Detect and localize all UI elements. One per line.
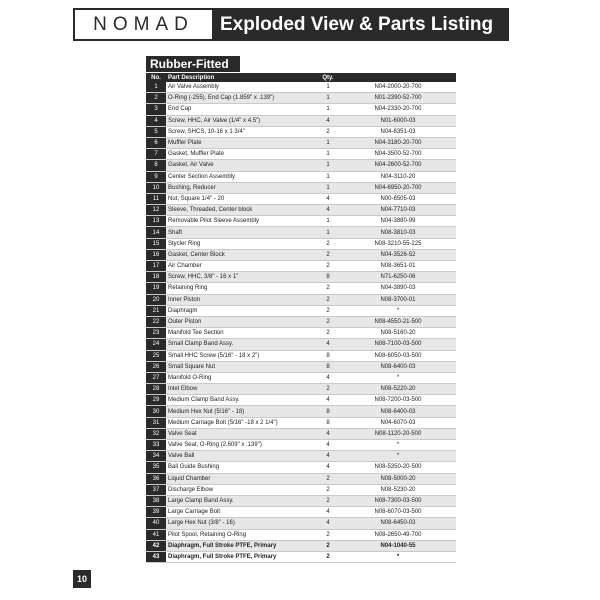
table-row	[146, 305, 456, 316]
page-title: Exploded View & Parts Listing	[212, 10, 507, 39]
part-number: N08-5220-20	[340, 384, 456, 395]
table-row	[146, 149, 456, 160]
part-number: N08-3210-55-225	[340, 238, 456, 249]
column-header-description: Part Description	[166, 73, 316, 82]
row-number: 33	[146, 440, 166, 451]
part-number: N04-3880-99	[340, 216, 456, 227]
part-number: N04-6950-20-700	[340, 182, 456, 193]
row-number: 14	[146, 227, 166, 238]
row-number: 4	[146, 115, 166, 126]
part-description: O-Ring (-255), End Cap (1.859" x .139")	[166, 93, 316, 104]
part-description: Nut, Square 1/4" - 20	[166, 193, 316, 204]
part-description: Valve Seat, O-Ring (2.609" x .139")	[166, 440, 316, 451]
table-row	[146, 384, 456, 395]
part-description: Gasket, Air Valve	[166, 160, 316, 171]
part-description: Bushing, Reducer	[166, 182, 316, 193]
brand-logo: NOMAD	[93, 13, 194, 35]
row-number: 20	[146, 294, 166, 305]
quantity: 4	[316, 518, 340, 529]
part-description: Diaphragm, Full Stroke PTFE, Primary	[166, 551, 316, 562]
table-row	[146, 261, 456, 272]
table-row	[146, 518, 456, 529]
table-row	[146, 395, 456, 406]
part-number: N04-3890-03	[340, 283, 456, 294]
table-row	[146, 93, 456, 104]
table-row	[146, 339, 456, 350]
part-description: Sleeve, Threaded, Center block	[166, 205, 316, 216]
table-row	[146, 137, 456, 148]
table-row	[146, 104, 456, 115]
part-number: N04-3526-52	[340, 249, 456, 260]
part-description: Large Clamp Band Assy.	[166, 495, 316, 506]
table-header-row	[146, 73, 456, 82]
part-number: *	[340, 440, 456, 451]
row-number: 10	[146, 182, 166, 193]
row-number: 36	[146, 473, 166, 484]
quantity: 1	[316, 227, 340, 238]
part-number: N01-2390-52-700	[340, 93, 456, 104]
part-description: Pilot Spool, Retaining O-Ring	[166, 529, 316, 540]
part-number: N08-7200-03-500	[340, 395, 456, 406]
quantity: 8	[316, 406, 340, 417]
quantity: 4	[316, 428, 340, 439]
row-number: 28	[146, 384, 166, 395]
table-row	[146, 227, 456, 238]
part-description: Manifold Tee Section	[166, 328, 316, 339]
part-number: N04-6070-03	[340, 417, 456, 428]
part-number: N01-6000-03	[340, 115, 456, 126]
row-number: 27	[146, 372, 166, 383]
table-row	[146, 440, 456, 451]
table-row	[146, 283, 456, 294]
part-description: Gasket, Muffler Plate	[166, 149, 316, 160]
quantity: 1	[316, 82, 340, 93]
table-row	[146, 249, 456, 260]
table-row	[146, 406, 456, 417]
quantity: 1	[316, 182, 340, 193]
row-number: 34	[146, 451, 166, 462]
row-number: 8	[146, 160, 166, 171]
part-number: *	[340, 305, 456, 316]
row-number: 43	[146, 551, 166, 562]
parts-table	[146, 73, 456, 563]
part-description: Large Hex Nut (3/8" - 16)	[166, 518, 316, 529]
table-row	[146, 551, 456, 562]
part-description: Center Section Assembly	[166, 171, 316, 182]
parts-table-body	[146, 82, 456, 563]
quantity: 8	[316, 272, 340, 283]
table-row	[146, 126, 456, 137]
quantity: 2	[316, 294, 340, 305]
table-row	[146, 205, 456, 216]
part-description: Gasket, Center Block	[166, 249, 316, 260]
table-row	[146, 160, 456, 171]
quantity: 2	[316, 283, 340, 294]
row-number: 12	[146, 205, 166, 216]
part-number: *	[340, 551, 456, 562]
part-description: Discharge Elbow	[166, 484, 316, 495]
row-number: 40	[146, 518, 166, 529]
quantity: 2	[316, 261, 340, 272]
part-number: N08-6400-03	[340, 406, 456, 417]
part-description: Outer Piston	[166, 316, 316, 327]
table-row	[146, 462, 456, 473]
part-number: N08-7100-03-500	[340, 339, 456, 350]
table-row	[146, 171, 456, 182]
row-number: 23	[146, 328, 166, 339]
quantity: 1	[316, 171, 340, 182]
part-number: N08-3810-03	[340, 227, 456, 238]
quantity: 1	[316, 149, 340, 160]
row-number: 9	[146, 171, 166, 182]
table-row	[146, 529, 456, 540]
part-description: Small HHC Screw (5/16" - 18 x 2")	[166, 350, 316, 361]
table-row	[146, 473, 456, 484]
part-number: N04-3500-52-700	[340, 149, 456, 160]
quantity: 1	[316, 104, 340, 115]
part-number: N08-5000-20	[340, 473, 456, 484]
part-number: N04-6351-03	[340, 126, 456, 137]
part-description: Removable Pilot Sleeve Assembly	[166, 216, 316, 227]
column-header-no: No.	[146, 73, 166, 82]
row-number: 42	[146, 540, 166, 551]
row-number: 2	[146, 93, 166, 104]
part-number: N04-2600-52-700	[340, 160, 456, 171]
row-number: 6	[146, 137, 166, 148]
part-number: *	[340, 451, 456, 462]
part-number: N04-3110-20	[340, 171, 456, 182]
quantity: 4	[316, 115, 340, 126]
row-number: 30	[146, 406, 166, 417]
table-row	[146, 82, 456, 93]
table-row	[146, 417, 456, 428]
row-number: 5	[146, 126, 166, 137]
quantity: 4	[316, 395, 340, 406]
table-row	[146, 495, 456, 506]
part-number: N08-5350-20-500	[340, 462, 456, 473]
quantity: 8	[316, 350, 340, 361]
table-row	[146, 182, 456, 193]
part-description: Air Chamber	[166, 261, 316, 272]
row-number: 39	[146, 507, 166, 518]
row-number: 17	[146, 261, 166, 272]
table-row	[146, 372, 456, 383]
part-description: Ball Guide Bushing	[166, 462, 316, 473]
quantity: 8	[316, 361, 340, 372]
row-number: 15	[146, 238, 166, 249]
table-row	[146, 328, 456, 339]
table-row	[146, 272, 456, 283]
part-description: Air Valve Assembly	[166, 82, 316, 93]
part-number: N71-6250-06	[340, 272, 456, 283]
part-description: Small Square Nut	[166, 361, 316, 372]
quantity: 4	[316, 205, 340, 216]
part-description: Valve Seat	[166, 428, 316, 439]
part-description: Retaining Ring	[166, 283, 316, 294]
part-description: Shaft	[166, 227, 316, 238]
row-number: 26	[146, 361, 166, 372]
column-header-qty: Qty.	[316, 73, 340, 82]
part-number: N08-6070-03-500	[340, 507, 456, 518]
part-number: N08-4550-21-500	[340, 316, 456, 327]
quantity: 4	[316, 451, 340, 462]
row-number: 38	[146, 495, 166, 506]
row-number: 18	[146, 272, 166, 283]
quantity: 2	[316, 328, 340, 339]
table-row	[146, 540, 456, 551]
table-row	[146, 507, 456, 518]
part-description: Medium Carriage Bolt (5/16" -18 x 2 1/4")	[166, 417, 316, 428]
row-number: 37	[146, 484, 166, 495]
quantity: 2	[316, 495, 340, 506]
row-number: 41	[146, 529, 166, 540]
quantity: 4	[316, 339, 340, 350]
quantity: 4	[316, 372, 340, 383]
row-number: 7	[146, 149, 166, 160]
table-row	[146, 193, 456, 204]
part-number: N08-1120-20-500	[340, 428, 456, 439]
table-row	[146, 428, 456, 439]
part-description: Manifold O-Ring	[166, 372, 316, 383]
quantity: 2	[316, 529, 340, 540]
row-number: 13	[146, 216, 166, 227]
table-row	[146, 451, 456, 462]
table-row	[146, 115, 456, 126]
part-description: Screw, SHCS, 10-16 x 1 3/4"	[166, 126, 316, 137]
part-number: N08-6450-03	[340, 518, 456, 529]
quantity: 1	[316, 216, 340, 227]
table-row	[146, 484, 456, 495]
row-number: 32	[146, 428, 166, 439]
row-number: 25	[146, 350, 166, 361]
row-number: 19	[146, 283, 166, 294]
row-number: 35	[146, 462, 166, 473]
part-description: Screw, HHC, Air Valve (1/4" x 4.5")	[166, 115, 316, 126]
quantity: 2	[316, 473, 340, 484]
part-number: N08-5160-20	[340, 328, 456, 339]
row-number: 11	[146, 193, 166, 204]
table-row	[146, 361, 456, 372]
row-number: 16	[146, 249, 166, 260]
quantity: 1	[316, 160, 340, 171]
quantity: 4	[316, 462, 340, 473]
row-number: 29	[146, 395, 166, 406]
table-row	[146, 350, 456, 361]
quantity: 8	[316, 417, 340, 428]
part-number: *	[340, 372, 456, 383]
quantity: 4	[316, 193, 340, 204]
table-row	[146, 238, 456, 249]
table-row	[146, 294, 456, 305]
table-row	[146, 216, 456, 227]
part-number: N08-7300-03-500	[340, 495, 456, 506]
part-description: Diaphragm	[166, 305, 316, 316]
quantity: 2	[316, 484, 340, 495]
part-number: N08-2650-49-700	[340, 529, 456, 540]
section-title: Rubber-Fitted	[146, 56, 240, 72]
part-description: Valve Ball	[166, 451, 316, 462]
part-number: N08-5230-20	[340, 484, 456, 495]
part-description: Medium Hex Nut (5/16" - 18)	[166, 406, 316, 417]
part-description: Large Carriage Bolt	[166, 507, 316, 518]
quantity: 2	[316, 249, 340, 260]
part-description: Diaphragm, Full Stroke PTFE, Primary	[166, 540, 316, 551]
column-header-part-number	[340, 73, 456, 82]
quantity: 4	[316, 440, 340, 451]
part-number: N08-3651-01	[340, 261, 456, 272]
part-description: Liquid Chamber	[166, 473, 316, 484]
row-number: 21	[146, 305, 166, 316]
part-description: Medium Clamp Band Assy.	[166, 395, 316, 406]
row-number: 31	[146, 417, 166, 428]
part-description: Screw, HHC, 3/8" - 16 x 1"	[166, 272, 316, 283]
page-header	[73, 8, 509, 41]
quantity: 2	[316, 238, 340, 249]
row-number: 1	[146, 82, 166, 93]
part-number: N00-6505-03	[340, 193, 456, 204]
table-row	[146, 316, 456, 327]
part-description: Small Clamp Band Assy.	[166, 339, 316, 350]
part-number: N08-3700-01	[340, 294, 456, 305]
quantity: 2	[316, 540, 340, 551]
row-number: 24	[146, 339, 166, 350]
part-description: Stycler Ring	[166, 238, 316, 249]
part-description: End Cap	[166, 104, 316, 115]
part-description: Inner Piston	[166, 294, 316, 305]
quantity: 2	[316, 316, 340, 327]
part-number: N04-3180-20-700	[340, 137, 456, 148]
part-description: Inlet Elbow	[166, 384, 316, 395]
part-number: N04-1040-55	[340, 540, 456, 551]
quantity: 2	[316, 551, 340, 562]
row-number: 3	[146, 104, 166, 115]
quantity: 1	[316, 93, 340, 104]
part-number: N08-6400-03	[340, 361, 456, 372]
quantity: 2	[316, 126, 340, 137]
part-number: N04-2330-20-700	[340, 104, 456, 115]
page-number: 10	[73, 570, 91, 588]
quantity: 2	[316, 384, 340, 395]
quantity: 2	[316, 305, 340, 316]
part-number: N08-6050-03-500	[340, 350, 456, 361]
quantity: 4	[316, 507, 340, 518]
part-description: Muffler Plate	[166, 137, 316, 148]
part-number: N04-7710-03	[340, 205, 456, 216]
row-number: 22	[146, 316, 166, 327]
quantity: 1	[316, 137, 340, 148]
part-number: N04-2000-20-700	[340, 82, 456, 93]
